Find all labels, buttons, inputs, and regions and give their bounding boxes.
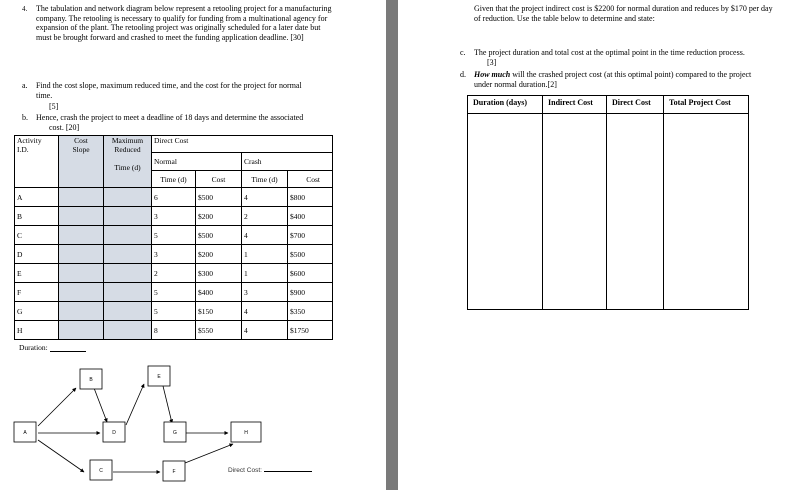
cost-slope-cell[interactable]	[59, 302, 104, 321]
summary-header: Direct Cost	[607, 96, 664, 114]
right-page	[398, 0, 806, 490]
part-a-label: a.	[22, 81, 28, 90]
arrow-b-d	[94, 388, 107, 422]
crash-cost: $500	[288, 245, 333, 264]
duration-line	[19, 343, 86, 352]
header-normal-cost: Cost	[196, 171, 242, 188]
table-row	[15, 283, 333, 302]
network-diagram	[0, 360, 386, 490]
part-a-marks: [5]	[49, 102, 59, 111]
duration-label: Duration:	[19, 343, 48, 352]
activity-id: G	[15, 302, 59, 321]
cost-slope-cell[interactable]	[59, 283, 104, 302]
header-direct-cost: Direct Cost	[152, 136, 333, 153]
normal-cost: $500	[196, 226, 242, 245]
table-row	[15, 207, 333, 226]
node-e	[148, 366, 170, 386]
activity-id: E	[15, 264, 59, 283]
part-c-text: The project duration and total cost at the optimal point in the time reduction process.	[474, 48, 745, 57]
header-crash-time: Time (d)	[242, 171, 288, 188]
max-reduced-time-cell[interactable]	[104, 264, 152, 283]
arrow-e-g	[163, 386, 172, 423]
part-a-line2: time.	[36, 91, 53, 100]
summary-cell-duration[interactable]	[468, 114, 543, 310]
cost-slope-cell[interactable]	[59, 226, 104, 245]
summary-header: Indirect Cost	[543, 96, 607, 114]
normal-cost: $150	[196, 302, 242, 321]
crash-cost: $400	[288, 207, 333, 226]
activity-id: C	[15, 226, 59, 245]
max-reduced-time-cell[interactable]	[104, 302, 152, 321]
crash-cost: $1750	[288, 321, 333, 340]
normal-time: 5	[152, 283, 196, 302]
crash-cost: $800	[288, 188, 333, 207]
max-reduced-time-cell[interactable]	[104, 226, 152, 245]
part-d-emphasis: How much	[474, 70, 511, 79]
summary-cell-total[interactable]	[664, 114, 749, 310]
node-a	[14, 422, 36, 442]
normal-time: 8	[152, 321, 196, 340]
max-reduced-time-cell[interactable]	[104, 283, 152, 302]
summary-header: Total Project Cost	[664, 96, 749, 114]
crash-time: 2	[242, 207, 288, 226]
normal-cost: $500	[196, 188, 242, 207]
crash-time: 1	[242, 264, 288, 283]
table-row	[15, 226, 333, 245]
max-reduced-time-cell[interactable]	[104, 188, 152, 207]
summary-header: Duration (days)	[468, 96, 543, 114]
question-text: The tabulation and network diagram below represent a retooling project for a manufacturing company. The retooling is necessary to qualify for funding from a multinational agency for expansion of the plant. The retooling project was originally scheduled for a later date but must be brought forward and crashed to meet the funding application deadline. [30]	[36, 4, 332, 42]
crash-cost: $600	[288, 264, 333, 283]
table-row	[15, 245, 333, 264]
header-cost-slope: Cost Slope	[59, 136, 104, 188]
node-g	[164, 422, 186, 442]
cost-slope-cell[interactable]	[59, 245, 104, 264]
normal-cost: $200	[196, 245, 242, 264]
arrow-a-c	[38, 440, 84, 472]
table-row	[15, 264, 333, 283]
crash-time: 1	[242, 245, 288, 264]
normal-cost: $200	[196, 207, 242, 226]
max-reduced-time-cell[interactable]	[104, 245, 152, 264]
part-b-line1: Hence, crash the project to meet a deadline of 18 days and determine the associated	[36, 113, 304, 122]
normal-time: 3	[152, 245, 196, 264]
direct-cost-line	[228, 467, 312, 474]
max-reduced-time-cell[interactable]	[104, 321, 152, 340]
part-a-line1: Find the cost slope, maximum reduced time, and the cost for the project for normal	[36, 81, 302, 90]
arrow-f-h	[185, 444, 233, 463]
part-b	[22, 113, 362, 135]
part-c-marks: [3]	[487, 58, 497, 67]
summary-table	[467, 95, 749, 310]
activity-id: H	[15, 321, 59, 340]
activity-id: F	[15, 283, 59, 302]
normal-cost: $300	[196, 264, 242, 283]
crash-cost: $350	[288, 302, 333, 321]
crash-time: 4	[242, 321, 288, 340]
header-crash: Crash	[242, 153, 333, 171]
normal-cost: $550	[196, 321, 242, 340]
header-normal: Normal	[152, 153, 242, 171]
direct-cost-blank	[264, 471, 312, 472]
node-h	[231, 422, 261, 442]
normal-time: 5	[152, 226, 196, 245]
cost-slope-cell[interactable]	[59, 264, 104, 283]
part-d	[460, 70, 800, 92]
activity-id: D	[15, 245, 59, 264]
table-row	[15, 188, 333, 207]
node-label: A	[23, 430, 27, 436]
crash-time: 4	[242, 188, 288, 207]
crash-time: 4	[242, 226, 288, 245]
node-label: B	[89, 377, 93, 383]
node-d	[103, 422, 125, 442]
part-b-line2: cost. [20]	[49, 123, 80, 132]
table-row	[15, 302, 333, 321]
part-c	[460, 48, 800, 70]
activity-id: B	[15, 207, 59, 226]
node-b	[80, 369, 102, 389]
node-label: C	[99, 468, 103, 474]
part-d-label: d.	[460, 70, 466, 79]
node-label: F	[172, 469, 176, 475]
normal-time: 5	[152, 302, 196, 321]
node-f	[163, 461, 185, 481]
node-label: D	[112, 430, 116, 436]
normal-cost: $400	[196, 283, 242, 302]
normal-time: 2	[152, 264, 196, 283]
part-b-label: b.	[22, 113, 28, 122]
summary-cell-direct[interactable]	[607, 114, 664, 310]
activity-id: A	[15, 188, 59, 207]
indirect-cost-intro: Given that the project indirect cost is $2200 for normal duration and reduces by $170 per day of reduction. Use the table below to determine and state:	[474, 4, 773, 23]
part-d-text: How much will the crashed project cost (at this optimal point) compared to the project	[474, 70, 752, 79]
arrow-d-e	[126, 384, 144, 425]
page-divider	[386, 0, 398, 490]
crash-time: 3	[242, 283, 288, 302]
summary-cell-indirect[interactable]	[543, 114, 607, 310]
header-activity-id: Activity I.D.	[15, 136, 59, 188]
normal-time: 6	[152, 188, 196, 207]
left-page	[0, 0, 386, 490]
part-d-line2: under normal duration.[2]	[474, 80, 557, 89]
header-normal-time: Time (d)	[152, 171, 196, 188]
node-label: E	[157, 374, 161, 380]
normal-time: 3	[152, 207, 196, 226]
table-row	[15, 321, 333, 340]
arrow-a-b	[38, 388, 76, 426]
crash-cost: $900	[288, 283, 333, 302]
activity-cost-table	[14, 135, 333, 340]
part-c-label: c.	[460, 48, 466, 57]
node-label: G	[173, 430, 177, 436]
duration-blank	[50, 351, 86, 352]
node-label: H	[244, 430, 248, 436]
header-max-reduced-time: Maximum Reduced Time (d)	[104, 136, 152, 188]
max-reduced-time-cell[interactable]	[104, 207, 152, 226]
header-crash-cost: Cost	[288, 171, 333, 188]
cost-slope-cell[interactable]	[59, 188, 104, 207]
question-number: 4.	[22, 5, 28, 13]
cost-slope-cell[interactable]	[59, 207, 104, 226]
part-a	[22, 81, 362, 111]
crash-cost: $700	[288, 226, 333, 245]
crash-time: 4	[242, 302, 288, 321]
node-c	[90, 460, 112, 480]
cost-slope-cell[interactable]	[59, 321, 104, 340]
direct-cost-label: Direct Cost:	[228, 467, 262, 474]
